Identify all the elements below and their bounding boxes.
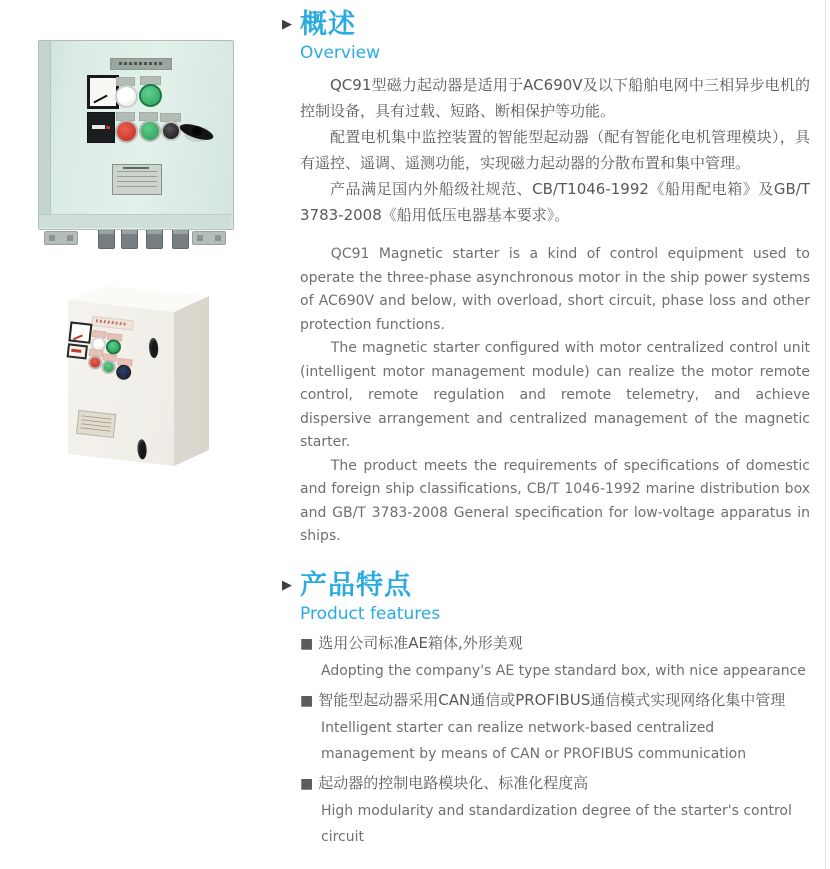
overview-section-header (282, 10, 810, 64)
feature-item (300, 629, 810, 684)
section-marker-icon: ▶ (282, 17, 292, 32)
door-latch (149, 338, 159, 359)
feature-zh-line (300, 686, 810, 715)
front-panel-controls (50, 300, 173, 471)
cabinet-top-label (110, 58, 172, 70)
features-title-zh: 产品特点 (300, 569, 412, 601)
feature-item (300, 769, 810, 850)
cabinet-side-edge (39, 41, 51, 227)
paragraph-zh: 产品满足国内外船级社规范、CB/T1046-1992《船用配电箱》及GB/T 3783-2008《船用低压电器基本要求》。 (300, 180, 810, 224)
mounting-foot (44, 231, 78, 245)
indicator-window (67, 343, 88, 359)
feature-zh-line (300, 629, 810, 658)
push-button-dark-blue (115, 364, 132, 381)
square-bullet-icon: ■ (300, 692, 314, 709)
indicator-lamp-green (105, 339, 122, 356)
ammeter (68, 321, 92, 343)
overview-title-en: Overview (300, 43, 381, 63)
page-right-edge-line (825, 0, 826, 869)
feature-en-text: Intelligent starter can realize network-based centralized management by means of CAN or PROFIBUS communication (321, 719, 747, 762)
feature-zh-line (300, 769, 810, 798)
section-marker-icon: ▶ (282, 577, 292, 593)
product-photo-angled-view (42, 276, 257, 490)
cable-gland (172, 228, 189, 249)
features-title-en: Product features (300, 603, 441, 624)
cabinet-bottom-lip (39, 214, 231, 228)
paragraph-zh: 配置电机集中监控装置的智能型起动器（配有智能化电机管理模块），具有遥控、遥调、遥测功能，实现磁力起动器的分散布置和集中管理。 (300, 128, 810, 172)
feature-en-text: High modularity and standardization degree of the starter's control circuit (321, 802, 792, 845)
features-section (282, 569, 810, 850)
cable-gland (121, 228, 138, 249)
indicator-lamp-white (115, 85, 138, 108)
start-button-green (101, 359, 116, 374)
paragraph-en: QC91 Magnetic starter is a kind of control equipment used to operate the three-phase asynchronous motor in the ship power systems of AC690V and below, with overload, short circuit, phase loss and other protection functions. (300, 246, 810, 333)
rotary-switch-knob (192, 126, 202, 136)
ammeter (87, 75, 119, 109)
paragraph-en: The magnetic starter configured with motor centralized control unit (intelligent motor management module) can realize the motor remote control, remote regulation and remote telemetry, and achieve dispersive arrangement and centralized management of the magnetic starter. (300, 340, 810, 450)
cabinet-top-label (91, 316, 134, 331)
nameplate (112, 164, 162, 195)
indicator-lamp-green (139, 84, 162, 107)
cable-gland (98, 228, 115, 249)
square-bullet-icon: ■ (300, 635, 314, 652)
feature-zh-text: 起动器的控制电路模块化、标准化程度高 (318, 773, 589, 792)
overview-title-zh: 概述 (300, 9, 356, 40)
product-photo-front-view (32, 38, 244, 250)
circuit-breaker (87, 112, 115, 143)
features-section-header (282, 571, 810, 625)
content-column (282, 9, 810, 850)
overview-zh-paragraphs (300, 72, 810, 228)
overview-en-paragraphs (300, 243, 810, 549)
nameplate (76, 410, 116, 438)
feature-en-text: Adopting the company's AE type standard box, with nice appearance (321, 662, 806, 679)
door-latch (137, 439, 147, 460)
paragraph-en: The product meets the requirements of specifications of domestic and foreign ship classifications, CB/T 1046-1992 marine distribution box and GB/T 3783-2008 General specification for low-voltage apparatus in ships. (300, 457, 810, 544)
feature-zh-text: 智能型起动器采用CAN通信或PROFIBUS通信模式实现网络化集中管理 (318, 690, 786, 709)
feature-zh-text: 选用公司标准AE箱体,外形美观 (318, 633, 523, 652)
mounting-foot (192, 231, 226, 245)
square-bullet-icon: ■ (300, 775, 314, 792)
paragraph-zh: QC91型磁力起动器是适用于AC690V及以下船舶电网中三相异步电机的控制设备，具有过载、短路、断相保护等功能。 (300, 76, 810, 120)
cable-gland (146, 228, 163, 249)
stop-button-red (87, 355, 102, 370)
feature-item (300, 686, 810, 767)
push-button-black (161, 121, 181, 141)
stop-button-red (115, 120, 138, 143)
start-button-green (139, 120, 161, 142)
